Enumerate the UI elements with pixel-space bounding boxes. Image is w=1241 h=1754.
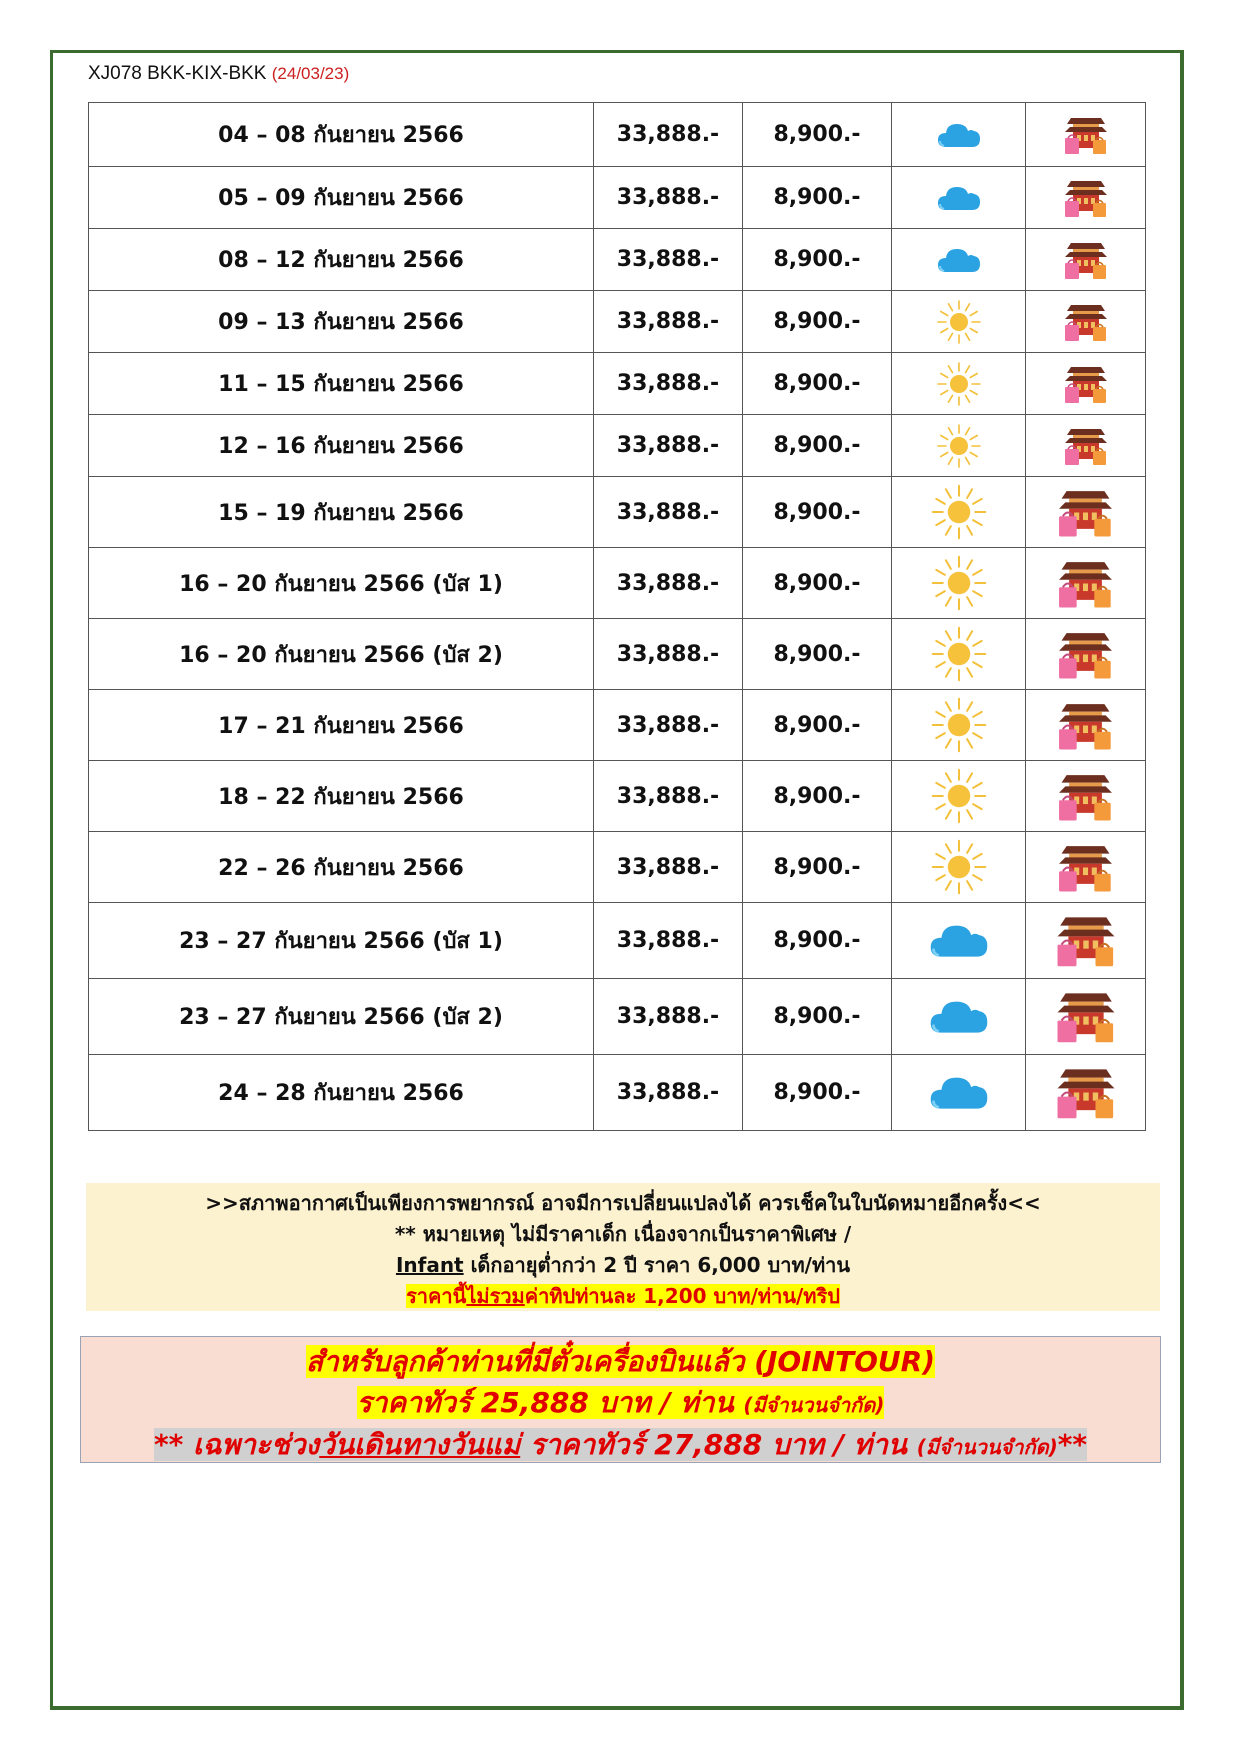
jointour-title	[81, 1341, 1160, 1383]
adult-price: 33,888.-	[594, 761, 743, 832]
cloud-icon	[936, 245, 982, 275]
shopping-temple-icon	[1054, 770, 1117, 823]
shopping-cell	[1026, 619, 1146, 690]
weather-cell	[892, 903, 1026, 979]
weather-cell	[892, 353, 1026, 415]
table-row	[89, 832, 1146, 903]
shopping-temple-icon	[1052, 912, 1120, 969]
adult-price: 33,888.-	[594, 979, 743, 1055]
md-limited: (มีจำนวนจำกัด)	[916, 1435, 1058, 1459]
cloud-icon	[928, 1072, 990, 1113]
note-line-weather: >>สภาพอากาศเป็นเพียงการพยากรณ์ อาจมีการเปลี่ยนแปลงได้ ควรเช็คในใบนัดหมายอีกครั้ง<<	[205, 1191, 1041, 1215]
shopping-cell	[1026, 415, 1146, 477]
shopping-temple-icon	[1054, 841, 1117, 894]
table-row	[89, 979, 1146, 1055]
table-row	[89, 291, 1146, 353]
sun-icon	[929, 695, 989, 755]
table-row	[89, 548, 1146, 619]
shopping-cell	[1026, 291, 1146, 353]
adult-price: 33,888.-	[594, 477, 743, 548]
tour-date: 18 – 22 กันยายน 2566	[89, 761, 594, 832]
sun-icon	[929, 837, 989, 897]
tour-date: 04 – 08 กันยายน 2566	[89, 103, 594, 167]
shopping-cell	[1026, 761, 1146, 832]
infant-label: Infant	[395, 1253, 464, 1277]
adult-price: 33,888.-	[594, 167, 743, 229]
infant-price: เด็กอายุต่ำกว่า 2 ปี ราคา 6,000 บาท/ท่าน	[463, 1253, 851, 1277]
tip-prefix: ราคานี้	[406, 1284, 467, 1308]
single-supplement: 8,900.-	[743, 832, 892, 903]
table-row	[89, 167, 1146, 229]
table-row	[89, 619, 1146, 690]
page-header	[88, 63, 349, 85]
table-row	[89, 477, 1146, 548]
sun-icon	[929, 624, 989, 684]
sun-icon	[929, 553, 989, 613]
table-row	[89, 229, 1146, 291]
shopping-temple-icon	[1061, 114, 1111, 156]
adult-price: 33,888.-	[594, 832, 743, 903]
sun-icon	[929, 766, 989, 826]
tour-date: 23 – 27 กันยายน 2566 (บัส 2)	[89, 979, 594, 1055]
note-line-child: ** หมายเหตุ ไม่มีราคาเด็ก เนื่องจากเป็นราคาพิเศษ /	[394, 1222, 852, 1246]
tip-amount: ค่าทิปท่านละ 1,200 บาท/ท่าน/ทริป	[524, 1284, 840, 1308]
tour-date: 24 – 28 กันยายน 2566	[89, 1055, 594, 1131]
shopping-cell	[1026, 832, 1146, 903]
single-supplement: 8,900.-	[743, 619, 892, 690]
cloud-icon	[928, 920, 990, 961]
tour-date: 08 – 12 กันยายน 2566	[89, 229, 594, 291]
md-price: ราคาทัวร์ 27,888 บาท / ท่าน	[520, 1428, 917, 1461]
adult-price: 33,888.-	[594, 619, 743, 690]
md-prefix: ** เฉพาะช่วง	[153, 1428, 320, 1461]
md-suffix: **	[1057, 1428, 1088, 1461]
weather-cell	[892, 690, 1026, 761]
cloud-icon	[936, 183, 982, 213]
sun-icon	[935, 298, 983, 346]
single-supplement: 8,900.-	[743, 761, 892, 832]
shopping-temple-icon	[1054, 557, 1117, 610]
shopping-temple-icon	[1052, 988, 1120, 1045]
shopping-temple-icon	[1054, 699, 1117, 752]
shopping-temple-icon	[1061, 239, 1111, 281]
table-row	[89, 415, 1146, 477]
sun-icon	[935, 360, 983, 408]
adult-price: 33,888.-	[594, 229, 743, 291]
shopping-cell	[1026, 167, 1146, 229]
tour-code: XJ078 BKK-KIX-BKK	[88, 63, 267, 84]
single-supplement: 8,900.-	[743, 477, 892, 548]
single-supplement: 8,900.-	[743, 103, 892, 167]
weather-cell	[892, 103, 1026, 167]
adult-price: 33,888.-	[594, 353, 743, 415]
single-supplement: 8,900.-	[743, 415, 892, 477]
jointour-price	[81, 1383, 1160, 1425]
jointour-title-text: สำหรับลูกค้าท่านที่มีตั๋วเครื่องบินแล้ว (JOINTOUR)	[305, 1345, 936, 1378]
tour-date: 17 – 21 กันยายน 2566	[89, 690, 594, 761]
weather-cell	[892, 979, 1026, 1055]
cloud-icon	[928, 996, 990, 1037]
weather-cell	[892, 1055, 1026, 1131]
shopping-cell	[1026, 353, 1146, 415]
shopping-cell	[1026, 979, 1146, 1055]
shopping-cell	[1026, 103, 1146, 167]
shopping-temple-icon	[1061, 177, 1111, 219]
adult-price: 33,888.-	[594, 415, 743, 477]
note-line-infant	[86, 1250, 1160, 1281]
tour-date: 23 – 27 กันยายน 2566 (บัส 1)	[89, 903, 594, 979]
table-row	[89, 103, 1146, 167]
tour-date: 16 – 20 กันยายน 2566 (บัส 1)	[89, 548, 594, 619]
tour-date: 09 – 13 กันยายน 2566	[89, 291, 594, 353]
shopping-cell	[1026, 229, 1146, 291]
single-supplement: 8,900.-	[743, 1055, 892, 1131]
tour-date: 16 – 20 กันยายน 2566 (บัส 2)	[89, 619, 594, 690]
weather-cell	[892, 832, 1026, 903]
adult-price: 33,888.-	[594, 548, 743, 619]
table-row	[89, 690, 1146, 761]
adult-price: 33,888.-	[594, 690, 743, 761]
single-supplement: 8,900.-	[743, 353, 892, 415]
shopping-cell	[1026, 1055, 1146, 1131]
cloud-icon	[936, 120, 982, 150]
md-period: วันเดินทางวันแม่	[319, 1428, 521, 1461]
sun-icon	[929, 482, 989, 542]
table-row	[89, 761, 1146, 832]
table-row	[89, 903, 1146, 979]
adult-price: 33,888.-	[594, 103, 743, 167]
shopping-temple-icon	[1054, 628, 1117, 681]
tour-date: 05 – 09 กันยายน 2566	[89, 167, 594, 229]
weather-cell	[892, 761, 1026, 832]
single-supplement: 8,900.-	[743, 690, 892, 761]
shopping-temple-icon	[1061, 425, 1111, 467]
adult-price: 33,888.-	[594, 903, 743, 979]
single-supplement: 8,900.-	[743, 548, 892, 619]
notes-box	[86, 1183, 1160, 1311]
shopping-cell	[1026, 548, 1146, 619]
jointour-box	[80, 1336, 1161, 1463]
single-supplement: 8,900.-	[743, 291, 892, 353]
weather-cell	[892, 229, 1026, 291]
schedule-table	[88, 102, 1146, 1131]
weather-cell	[892, 291, 1026, 353]
sun-icon	[935, 422, 983, 470]
single-supplement: 8,900.-	[743, 229, 892, 291]
shopping-temple-icon	[1061, 363, 1111, 405]
table-row	[89, 1055, 1146, 1131]
shopping-cell	[1026, 690, 1146, 761]
shopping-temple-icon	[1054, 486, 1117, 539]
adult-price: 33,888.-	[594, 291, 743, 353]
weather-cell	[892, 619, 1026, 690]
tip-not-included: ไม่รวม	[466, 1284, 525, 1308]
tour-date: 11 – 15 กันยายน 2566	[89, 353, 594, 415]
weather-cell	[892, 167, 1026, 229]
jointour-mothersday	[81, 1425, 1160, 1467]
note-line-tip	[86, 1281, 1160, 1312]
single-supplement: 8,900.-	[743, 979, 892, 1055]
jointour-limited: (มีจำนวนจำกัด)	[743, 1393, 885, 1417]
adult-price: 33,888.-	[594, 1055, 743, 1131]
weather-cell	[892, 477, 1026, 548]
table-row	[89, 353, 1146, 415]
tour-date: 22 – 26 กันยายน 2566	[89, 832, 594, 903]
weather-cell	[892, 415, 1026, 477]
shopping-cell	[1026, 477, 1146, 548]
single-supplement: 8,900.-	[743, 167, 892, 229]
shopping-cell	[1026, 903, 1146, 979]
tour-date: 15 – 19 กันยายน 2566	[89, 477, 594, 548]
weather-cell	[892, 548, 1026, 619]
shopping-temple-icon	[1061, 301, 1111, 343]
revision-date: (24/03/23)	[271, 64, 350, 83]
jointour-price-text: ราคาทัวร์ 25,888 บาท / ท่าน	[356, 1386, 734, 1419]
shopping-temple-icon	[1052, 1064, 1120, 1121]
single-supplement: 8,900.-	[743, 903, 892, 979]
tour-date: 12 – 16 กันยายน 2566	[89, 415, 594, 477]
